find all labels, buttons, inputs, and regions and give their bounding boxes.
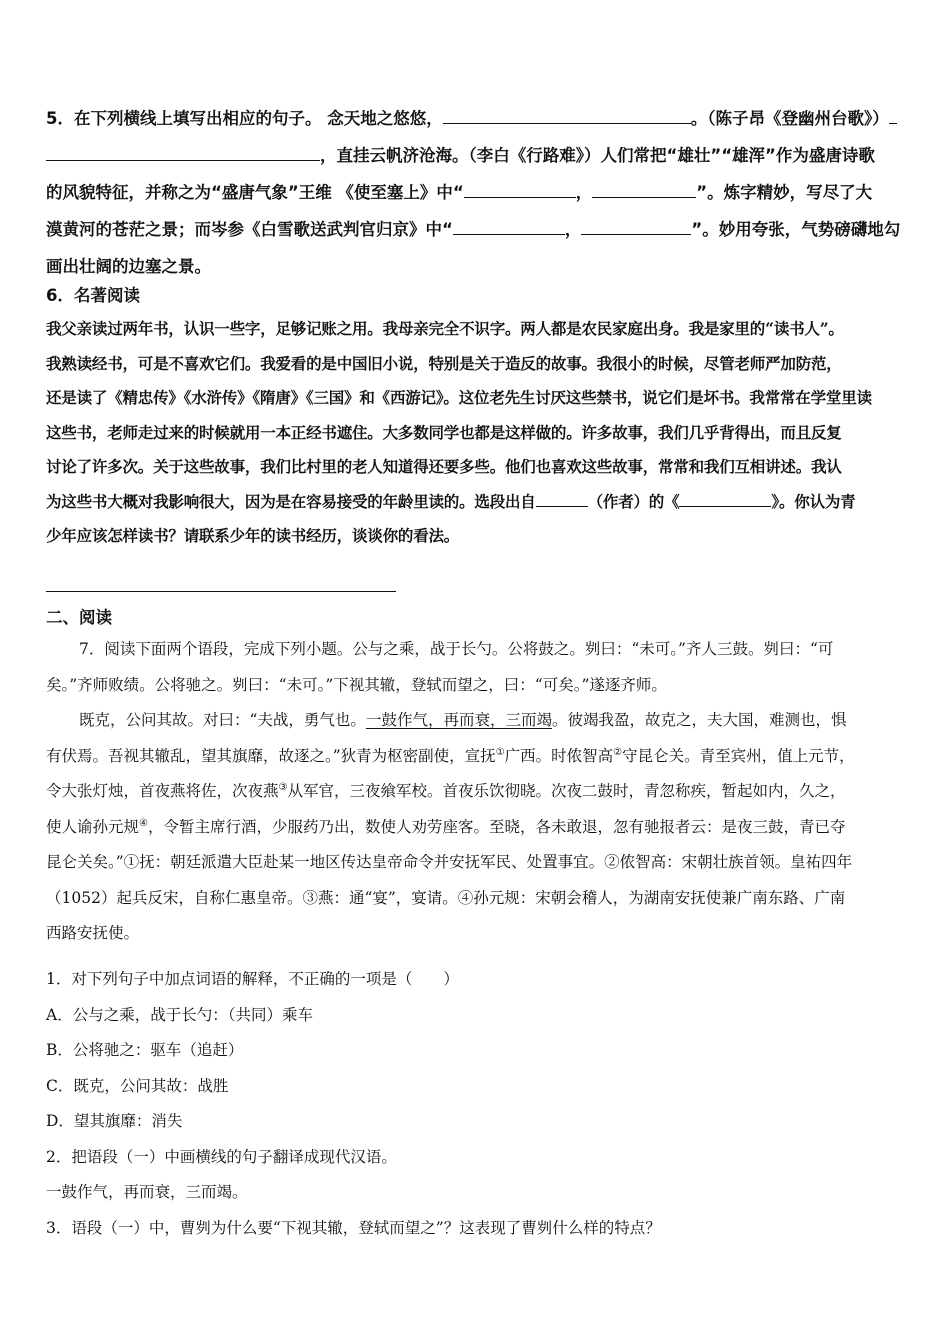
question-6-passage xyxy=(46,312,908,554)
question-2: 2．把语段（一）中画横线的句子翻译成现代汉语。 xyxy=(46,1147,397,1166)
passage-line: 昆仑关矣。”①抚：朝廷派遣大臣赴某一地区传达皇帝命令并安抚军民、处置事宜。②侬智高：宋朝壮族首领。皇祐四年 xyxy=(46,853,853,871)
book-title-blank[interactable] xyxy=(679,490,771,507)
reading-passage xyxy=(46,632,908,952)
passage-line: （1052）起兵反宋，自称仁惠皇帝。③燕：通“宴”，宴请。④孙元规：宋朝会稽人，为湖南安抚使兼广南东路、广南 xyxy=(46,888,846,907)
option-a[interactable]: A．公与之乘，战于长勺：（共同）乘车 xyxy=(46,1005,313,1024)
question-5 xyxy=(46,100,908,285)
footnote-marker: ③ xyxy=(278,781,288,793)
passage-line: 矣。”齐师败绩。公将驰之。刿曰：“未可。”下视其辙，登轼而望之，曰：“可矣。”遂逐齐师。 xyxy=(46,675,667,694)
q5-line-4: 漠黄河的苍茫之景；而岑参《白雪歌送武判官归京》中“ ， ”。妙用夸张，气势磅礴地勾 xyxy=(46,211,908,248)
answer-blank[interactable] xyxy=(443,107,691,125)
footnote-marker: ④ xyxy=(139,817,148,829)
q6-line: 还是读了《精忠传》《水浒传》《隋唐》《三国》和《西游记》。这位老先生讨厌这些禁书，说它们是坏书。我常常在学堂里读 xyxy=(46,388,872,407)
footnote-marker: ① xyxy=(495,746,505,758)
answer-blank[interactable] xyxy=(581,218,691,236)
answer-blank[interactable] xyxy=(464,181,576,199)
question-3: 3．语段（一）中，曹刿为什么要“下视其辙，登轼而望之”？这表现了曹刿什么样的特点？ xyxy=(46,1218,661,1237)
passage-line: 西路安抚使。 xyxy=(46,924,140,942)
q5-line-5: 画出壮阔的边塞之景。 xyxy=(46,257,211,276)
author-blank[interactable] xyxy=(536,490,588,507)
answer-blank[interactable] xyxy=(453,218,565,236)
passage-line: 使人谕孙元规④，令暂主席行酒，少服药乃出，数使人劝劳座客。至晓，各未敢退，忽有驰报者云：是夜三鼓，青已夺 xyxy=(46,817,846,836)
q6-line: 这些书，老师走过来的时候就用一本正经书遮住。大多数同学也都是这样做的。许多故事，我们几乎背得出，而且反复 xyxy=(46,422,842,442)
sub-questions xyxy=(46,962,908,1246)
answer-blank[interactable] xyxy=(46,144,320,162)
passage-line: 7．阅读下面两个语段，完成下列小题。公与之乘，战于长勺。公将鼓之。刿曰：“未可。”齐人三鼓。刿曰：“可 xyxy=(79,640,834,658)
option-b[interactable]: B．公将驰之：驱车（追赶） xyxy=(46,1041,244,1059)
option-d[interactable]: D．望其旗靡：消失 xyxy=(46,1112,183,1130)
q6-line: 为这些书大概对我影响很大，因为是在容易接受的年龄里读的。选段出自 （作者）的《 》。你认为青 xyxy=(46,491,856,511)
passage-line: 令大张灯烛，首夜燕将佐，次夜燕③从军官，三夜飨军校。首夜乐饮彻晓。次夜二鼓时，青忽称疾，暂起如内，久之， xyxy=(46,781,846,800)
answer-blank[interactable] xyxy=(889,107,897,125)
q6-line: 我父亲读过两年书，认识一些字，足够记账之用。我母亲完全不识字。两人都是农民家庭出身。我是家里的“读书人”。 xyxy=(46,319,844,338)
answer-blank[interactable] xyxy=(592,181,696,199)
question-2-sentence: 一鼓作气，再而衰，三而竭。 xyxy=(46,1183,248,1201)
footnote-marker: ② xyxy=(613,746,623,758)
q6-line: 我熟读经书，可是不喜欢它们。我爱看的是中国旧小说，特别是关于造反的故事。我很小的时候，尽管老师严加防范， xyxy=(46,353,842,373)
q5-line-1: 5．在下列横线上填写出相应的句子。 念天地之悠悠， 。（陈子昂《登幽州台歌》） xyxy=(46,100,908,137)
question-6-title: 6．名著阅读 xyxy=(46,286,140,305)
q5-line-2: ，直挂云帆济沧海。（李白《行路难》）人们常把“雄壮”“雄浑”作为盛唐诗歌 xyxy=(46,137,908,174)
section-title: 二、阅读 xyxy=(46,608,112,627)
underlined-sentence: 一鼓作气，再而衰，三而竭 xyxy=(365,711,552,729)
q6-line: 讨论了许多次。关于这些故事，我们比村里的老人知道得还要多些。他们也喜欢这些故事，常常和我们互相讲述。我认 xyxy=(46,457,842,476)
question-1: 1．对下列句子中加点词语的解释，不正确的一项是（ ） xyxy=(46,970,459,988)
q5-line-3: 的风貌特征，并称之为“盛唐气象”王维 《使至塞上》中“ ， ”。炼字精妙，写尽了大 xyxy=(46,174,908,211)
passage-line: 既克，公问其故。对曰：“夫战，勇气也。一鼓作气，再而衰，三而竭。彼竭我盈，故克之，夫大国，难测也，惧 xyxy=(79,711,847,729)
option-c[interactable]: C．既克，公问其故：战胜 xyxy=(46,1076,229,1095)
answer-line[interactable] xyxy=(46,591,396,592)
q6-line: 少年应该怎样读书？请联系少年的读书经历，谈谈你的看法。 xyxy=(46,526,460,545)
passage-line: 有伏焉。吾视其辙乱，望其旗靡，故逐之。”狄青为枢密副使，宣抚①广西。时侬智高②守昆仑关。青至宾州，值上元节， xyxy=(46,746,855,765)
